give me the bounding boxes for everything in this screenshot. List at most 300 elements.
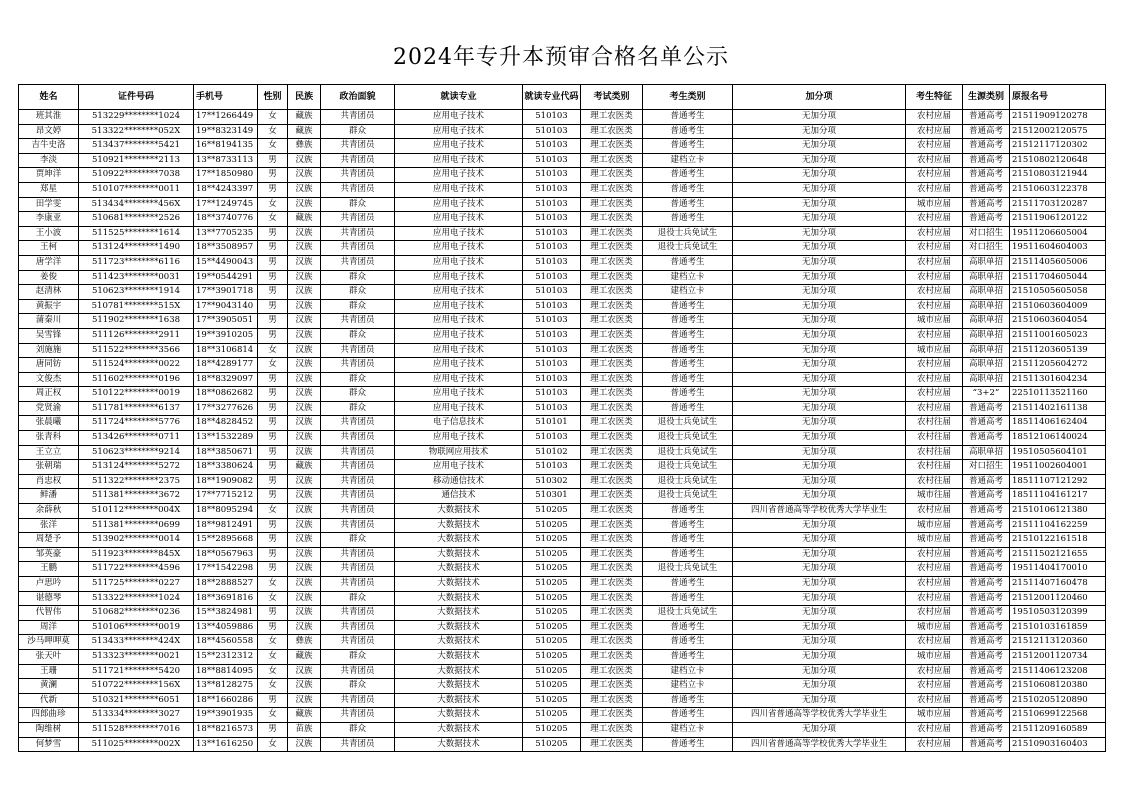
cell-registration-number: 18511406162404 <box>1010 416 1106 431</box>
cell-ethnicity: 汉族 <box>288 314 321 329</box>
cell-ethnicity: 汉族 <box>288 255 321 270</box>
cell-exam-type: 理工农医类 <box>581 737 643 752</box>
cell-political-status: 共青团员 <box>321 518 395 533</box>
cell-id-number: 511902********1638 <box>79 314 194 329</box>
cell-candidate-type: 建档立卡 <box>643 153 733 168</box>
cell-phone: 18**1909082 <box>194 474 258 489</box>
cell-bonus: 无加分项 <box>733 226 906 241</box>
cell-bonus: 无加分项 <box>733 241 906 256</box>
cell-major: 应用电子技术 <box>395 387 523 402</box>
cell-bonus: 无加分项 <box>733 562 906 577</box>
table-row <box>19 547 1106 562</box>
cell-major-code: 510103 <box>523 153 581 168</box>
cell-candidate-feature: 农村应届 <box>906 372 963 387</box>
cell-registration-number: 21511502121655 <box>1010 547 1106 562</box>
cell-major: 应用电子技术 <box>395 372 523 387</box>
cell-ethnicity: 藏族 <box>288 124 321 139</box>
table-row <box>19 591 1106 606</box>
cell-political-status: 群众 <box>321 533 395 548</box>
cell-id-number: 511723********6116 <box>79 255 194 270</box>
cell-name: 郑星 <box>19 182 79 197</box>
cell-exam-type: 理工农医类 <box>581 168 643 183</box>
cell-name: 黄澜 <box>19 679 79 694</box>
cell-bonus: 无加分项 <box>733 110 906 125</box>
cell-exam-type: 理工农医类 <box>581 387 643 402</box>
cell-gender: 男 <box>258 722 288 737</box>
table-row <box>19 693 1106 708</box>
cell-name: 唐同钫 <box>19 358 79 373</box>
cell-candidate-feature: 农村应届 <box>906 358 963 373</box>
cell-name: 张晨曦 <box>19 416 79 431</box>
cell-candidate-feature: 农村应届 <box>906 722 963 737</box>
cell-phone: 15**3824981 <box>194 606 258 621</box>
cell-candidate-type: 普通考生 <box>643 197 733 212</box>
cell-political-status: 群众 <box>321 679 395 694</box>
cell-registration-number: 18512106140024 <box>1010 431 1106 446</box>
cell-bonus: 无加分项 <box>733 212 906 227</box>
cell-exam-type: 理工农医类 <box>581 328 643 343</box>
cell-major: 应用电子技术 <box>395 460 523 475</box>
cell-name: 蒲秦川 <box>19 314 79 329</box>
col-header-name: 姓名 <box>19 85 79 110</box>
cell-source-type: 普通高考 <box>963 489 1010 504</box>
cell-candidate-type: 普通考生 <box>643 591 733 606</box>
cell-major: 应用电子技术 <box>395 285 523 300</box>
cell-id-number: 511322********2375 <box>79 474 194 489</box>
cell-phone: 17**7715212 <box>194 489 258 504</box>
cell-political-status: 共青团员 <box>321 343 395 358</box>
table-row <box>19 270 1106 285</box>
table-row <box>19 314 1106 329</box>
cell-phone: 18**4560558 <box>194 635 258 650</box>
cell-registration-number: 21511406123208 <box>1010 664 1106 679</box>
cell-name: 周正权 <box>19 387 79 402</box>
cell-name: 田学雯 <box>19 197 79 212</box>
cell-ethnicity: 汉族 <box>288 504 321 519</box>
cell-major: 大数据技术 <box>395 591 523 606</box>
cell-major-code: 510103 <box>523 358 581 373</box>
cell-phone: 17**1542298 <box>194 562 258 577</box>
col-header-source: 生源类别 <box>963 85 1010 110</box>
cell-id-number: 510623********1914 <box>79 285 194 300</box>
cell-major: 大数据技术 <box>395 737 523 752</box>
cell-ethnicity: 汉族 <box>288 285 321 300</box>
cell-registration-number: 19511002604001 <box>1010 460 1106 475</box>
cell-registration-number: 21510603604054 <box>1010 314 1106 329</box>
table-row <box>19 664 1106 679</box>
cell-major-code: 510103 <box>523 270 581 285</box>
table-row <box>19 212 1106 227</box>
cell-bonus: 无加分项 <box>733 577 906 592</box>
cell-name: 张洋 <box>19 518 79 533</box>
cell-candidate-type: 普通考生 <box>643 620 733 635</box>
cell-name: 邹英豪 <box>19 547 79 562</box>
cell-bonus: 无加分项 <box>733 518 906 533</box>
cell-gender: 女 <box>258 212 288 227</box>
cell-major-code: 510103 <box>523 110 581 125</box>
cell-ethnicity: 汉族 <box>288 577 321 592</box>
cell-exam-type: 理工农医类 <box>581 270 643 285</box>
cell-id-number: 510681********2526 <box>79 212 194 227</box>
cell-political-status: 共青团员 <box>321 474 395 489</box>
cell-major-code: 510205 <box>523 562 581 577</box>
cell-bonus: 无加分项 <box>733 153 906 168</box>
table-row <box>19 153 1106 168</box>
cell-major-code: 510103 <box>523 299 581 314</box>
cell-gender: 女 <box>258 577 288 592</box>
cell-phone: 18**3740776 <box>194 212 258 227</box>
cell-political-status: 共青团员 <box>321 431 395 446</box>
cell-id-number: 511781********6137 <box>79 401 194 416</box>
table-row <box>19 562 1106 577</box>
cell-exam-type: 理工农医类 <box>581 372 643 387</box>
cell-major: 应用电子技术 <box>395 182 523 197</box>
cell-candidate-type: 普通考生 <box>643 358 733 373</box>
cell-name: 周楚予 <box>19 533 79 548</box>
cell-ethnicity: 汉族 <box>288 270 321 285</box>
cell-candidate-type: 普通考生 <box>643 139 733 154</box>
cell-exam-type: 理工农医类 <box>581 445 643 460</box>
table-row <box>19 518 1106 533</box>
cell-ethnicity: 汉族 <box>288 372 321 387</box>
cell-exam-type: 理工农医类 <box>581 591 643 606</box>
cell-candidate-type: 建档立卡 <box>643 664 733 679</box>
cell-ethnicity: 汉族 <box>288 328 321 343</box>
cell-ethnicity: 汉族 <box>288 153 321 168</box>
cell-phone: 18**3106814 <box>194 343 258 358</box>
cell-name: 陶维树 <box>19 722 79 737</box>
cell-ethnicity: 汉族 <box>288 562 321 577</box>
cell-registration-number: 19511604604003 <box>1010 241 1106 256</box>
cell-id-number: 513229********1024 <box>79 110 194 125</box>
admission-list-table <box>18 84 1106 752</box>
cell-exam-type: 理工农医类 <box>581 431 643 446</box>
cell-registration-number: 21511405605006 <box>1010 255 1106 270</box>
cell-ethnicity: 藏族 <box>288 212 321 227</box>
cell-source-type: 对口招生 <box>963 460 1010 475</box>
cell-major-code: 510205 <box>523 664 581 679</box>
cell-candidate-type: 退役士兵免试生 <box>643 489 733 504</box>
cell-phone: 15**2895668 <box>194 533 258 548</box>
cell-phone: 18**8329097 <box>194 372 258 387</box>
cell-phone: 17**1249745 <box>194 197 258 212</box>
cell-bonus: 无加分项 <box>733 182 906 197</box>
cell-name: 王鹏 <box>19 562 79 577</box>
cell-candidate-feature: 农村应届 <box>906 737 963 752</box>
cell-id-number: 510781********515X <box>79 299 194 314</box>
cell-registration-number: 21512001120734 <box>1010 649 1106 664</box>
cell-major-code: 510103 <box>523 182 581 197</box>
cell-political-status: 共青团员 <box>321 460 395 475</box>
cell-name: 王立立 <box>19 445 79 460</box>
cell-major: 物联网应用技术 <box>395 445 523 460</box>
cell-major-code: 510205 <box>523 708 581 723</box>
cell-candidate-type: 普通考生 <box>643 387 733 402</box>
cell-candidate-type: 普通考生 <box>643 299 733 314</box>
cell-ethnicity: 汉族 <box>288 664 321 679</box>
cell-id-number: 513426********0711 <box>79 431 194 446</box>
cell-political-status: 共青团员 <box>321 241 395 256</box>
cell-major: 大数据技术 <box>395 664 523 679</box>
cell-name: 姜俊 <box>19 270 79 285</box>
cell-political-status: 群众 <box>321 372 395 387</box>
cell-candidate-type: 普通考生 <box>643 401 733 416</box>
col-header-phone: 手机号 <box>194 85 258 110</box>
cell-ethnicity: 汉族 <box>288 620 321 635</box>
cell-id-number: 511602********0196 <box>79 372 194 387</box>
col-header-reg-no: 原报名号 <box>1010 85 1106 110</box>
cell-phone: 17**3901718 <box>194 285 258 300</box>
cell-political-status: 群众 <box>321 197 395 212</box>
cell-registration-number: 18511107121292 <box>1010 474 1106 489</box>
cell-political-status: 群众 <box>321 401 395 416</box>
cell-id-number: 511025********002X <box>79 737 194 752</box>
cell-candidate-feature: 城市往届 <box>906 489 963 504</box>
cell-exam-type: 理工农医类 <box>581 708 643 723</box>
cell-major: 应用电子技术 <box>395 212 523 227</box>
cell-ethnicity: 汉族 <box>288 431 321 446</box>
cell-gender: 男 <box>258 547 288 562</box>
cell-id-number: 510623********9214 <box>79 445 194 460</box>
cell-candidate-feature: 城市应届 <box>906 533 963 548</box>
cell-major-code: 510103 <box>523 168 581 183</box>
cell-candidate-type: 普通考生 <box>643 693 733 708</box>
cell-bonus: 无加分项 <box>733 343 906 358</box>
cell-bonus: 无加分项 <box>733 416 906 431</box>
cell-phone: 17**3277626 <box>194 401 258 416</box>
cell-exam-type: 理工农医类 <box>581 518 643 533</box>
cell-candidate-type: 退役士兵免试生 <box>643 431 733 446</box>
cell-candidate-type: 建档立卡 <box>643 679 733 694</box>
cell-major: 大数据技术 <box>395 722 523 737</box>
col-header-political: 政治面貌 <box>321 85 395 110</box>
cell-candidate-feature: 农村应届 <box>906 110 963 125</box>
cell-ethnicity: 汉族 <box>288 299 321 314</box>
cell-major: 大数据技术 <box>395 649 523 664</box>
cell-political-status: 共青团员 <box>321 153 395 168</box>
cell-candidate-type: 普通考生 <box>643 635 733 650</box>
cell-political-status: 共青团员 <box>321 489 395 504</box>
cell-phone: 18**4243397 <box>194 182 258 197</box>
cell-source-type: 普通高考 <box>963 153 1010 168</box>
cell-id-number: 513124********1490 <box>79 241 194 256</box>
cell-gender: 女 <box>258 635 288 650</box>
cell-id-number: 510921********2113 <box>79 153 194 168</box>
col-header-major: 就读专业 <box>395 85 523 110</box>
cell-gender: 男 <box>258 255 288 270</box>
cell-candidate-feature: 农村应届 <box>906 387 963 402</box>
cell-exam-type: 理工农医类 <box>581 401 643 416</box>
cell-political-status: 共青团员 <box>321 314 395 329</box>
cell-ethnicity: 汉族 <box>288 401 321 416</box>
cell-ethnicity: 汉族 <box>288 241 321 256</box>
cell-political-status: 共青团员 <box>321 358 395 373</box>
cell-major-code: 510103 <box>523 372 581 387</box>
cell-major-code: 510301 <box>523 489 581 504</box>
table-row <box>19 401 1106 416</box>
cell-registration-number: 21511001605023 <box>1010 328 1106 343</box>
cell-phone: 17**9043140 <box>194 299 258 314</box>
cell-gender: 男 <box>258 328 288 343</box>
cell-candidate-type: 退役士兵免试生 <box>643 241 733 256</box>
cell-gender: 男 <box>258 270 288 285</box>
cell-candidate-feature: 农村应届 <box>906 693 963 708</box>
cell-major-code: 510101 <box>523 416 581 431</box>
cell-bonus: 无加分项 <box>733 635 906 650</box>
cell-major: 通信技术 <box>395 489 523 504</box>
cell-candidate-feature: 农村应届 <box>906 664 963 679</box>
table-row <box>19 474 1106 489</box>
cell-political-status: 共青团员 <box>321 212 395 227</box>
cell-gender: 女 <box>258 649 288 664</box>
cell-major: 应用电子技术 <box>395 358 523 373</box>
cell-major: 大数据技术 <box>395 518 523 533</box>
cell-candidate-type: 普通考生 <box>643 182 733 197</box>
cell-exam-type: 理工农医类 <box>581 285 643 300</box>
cell-exam-type: 理工农医类 <box>581 489 643 504</box>
cell-phone: 15**2312312 <box>194 649 258 664</box>
cell-name: 赵清林 <box>19 285 79 300</box>
cell-political-status: 共青团员 <box>321 110 395 125</box>
cell-candidate-feature: 农村往届 <box>906 431 963 446</box>
cell-candidate-feature: 农村应届 <box>906 635 963 650</box>
col-header-major-code: 就读专业代码 <box>523 85 581 110</box>
cell-candidate-type: 建档立卡 <box>643 722 733 737</box>
cell-major: 应用电子技术 <box>395 124 523 139</box>
cell-phone: 18**0567963 <box>194 547 258 562</box>
cell-candidate-type: 普通考生 <box>643 110 733 125</box>
cell-major-code: 510205 <box>523 533 581 548</box>
table-row <box>19 722 1106 737</box>
cell-bonus: 无加分项 <box>733 533 906 548</box>
cell-ethnicity: 藏族 <box>288 460 321 475</box>
cell-gender: 男 <box>258 226 288 241</box>
cell-bonus: 无加分项 <box>733 679 906 694</box>
cell-candidate-feature: 农村应届 <box>906 591 963 606</box>
cell-major-code: 510103 <box>523 255 581 270</box>
cell-major: 应用电子技术 <box>395 153 523 168</box>
cell-id-number: 511381********3672 <box>79 489 194 504</box>
cell-major: 应用电子技术 <box>395 255 523 270</box>
cell-name: 周洋 <box>19 620 79 635</box>
cell-major: 应用电子技术 <box>395 431 523 446</box>
cell-political-status: 群众 <box>321 328 395 343</box>
cell-source-type: 普通高考 <box>963 664 1010 679</box>
cell-name: 贾坤洋 <box>19 168 79 183</box>
cell-source-type: 普通高考 <box>963 474 1010 489</box>
cell-phone: 18**3691816 <box>194 591 258 606</box>
cell-political-status: 共青团员 <box>321 737 395 752</box>
cell-source-type: 普通高考 <box>963 401 1010 416</box>
cell-bonus: 无加分项 <box>733 270 906 285</box>
cell-name: 李淡 <box>19 153 79 168</box>
cell-id-number: 513433********424X <box>79 635 194 650</box>
cell-candidate-feature: 农村应届 <box>906 139 963 154</box>
cell-exam-type: 理工农医类 <box>581 416 643 431</box>
cell-candidate-type: 退役士兵免试生 <box>643 474 733 489</box>
cell-name: 吴雪锋 <box>19 328 79 343</box>
cell-bonus: 无加分项 <box>733 693 906 708</box>
cell-id-number: 511381********0699 <box>79 518 194 533</box>
cell-phone: 17**3905051 <box>194 314 258 329</box>
cell-registration-number: 21512001120460 <box>1010 591 1106 606</box>
cell-gender: 男 <box>258 693 288 708</box>
cell-candidate-type: 普通考生 <box>643 649 733 664</box>
cell-name: 李康亚 <box>19 212 79 227</box>
cell-candidate-feature: 农村应届 <box>906 679 963 694</box>
cell-candidate-feature: 农村应届 <box>906 153 963 168</box>
cell-phone: 15**4490043 <box>194 255 258 270</box>
cell-major: 应用电子技术 <box>395 168 523 183</box>
cell-ethnicity: 汉族 <box>288 693 321 708</box>
cell-name: 唐学洋 <box>19 255 79 270</box>
col-header-id: 证件号码 <box>79 85 194 110</box>
col-header-gender: 性别 <box>258 85 288 110</box>
cell-id-number: 513902********0014 <box>79 533 194 548</box>
cell-bonus: 无加分项 <box>733 124 906 139</box>
cell-registration-number: 21512113120360 <box>1010 635 1106 650</box>
cell-candidate-type: 普通考生 <box>643 708 733 723</box>
cell-ethnicity: 汉族 <box>288 343 321 358</box>
cell-registration-number: 21511407160478 <box>1010 577 1106 592</box>
cell-ethnicity: 彝族 <box>288 635 321 650</box>
cell-gender: 男 <box>258 518 288 533</box>
cell-registration-number: 22510113521160 <box>1010 387 1106 402</box>
cell-candidate-type: 退役士兵免试生 <box>643 460 733 475</box>
cell-id-number: 511126********2911 <box>79 328 194 343</box>
cell-id-number: 510722********156X <box>79 679 194 694</box>
cell-candidate-feature: 城市应届 <box>906 518 963 533</box>
cell-major: 大数据技术 <box>395 577 523 592</box>
cell-phone: 18**9812491 <box>194 518 258 533</box>
cell-ethnicity: 汉族 <box>288 358 321 373</box>
cell-registration-number: 19511206605004 <box>1010 226 1106 241</box>
cell-candidate-type: 普通考生 <box>643 533 733 548</box>
table-row <box>19 168 1106 183</box>
cell-major: 大数据技术 <box>395 504 523 519</box>
cell-source-type: 高职单招 <box>963 270 1010 285</box>
cell-major-code: 510205 <box>523 722 581 737</box>
cell-candidate-type: 普通考生 <box>643 314 733 329</box>
cell-bonus: 无加分项 <box>733 547 906 562</box>
cell-phone: 19**8323149 <box>194 124 258 139</box>
cell-political-status: 群众 <box>321 285 395 300</box>
cell-candidate-feature: 城市应届 <box>906 620 963 635</box>
cell-candidate-type: 普通考生 <box>643 212 733 227</box>
cell-candidate-feature: 农村往届 <box>906 416 963 431</box>
cell-exam-type: 理工农医类 <box>581 343 643 358</box>
cell-registration-number: 21511703120287 <box>1010 197 1106 212</box>
cell-exam-type: 理工农医类 <box>581 197 643 212</box>
cell-source-type: 普通高考 <box>963 518 1010 533</box>
cell-gender: 男 <box>258 533 288 548</box>
cell-gender: 女 <box>258 504 288 519</box>
cell-registration-number: 21511203605139 <box>1010 343 1106 358</box>
cell-candidate-type: 建档立卡 <box>643 285 733 300</box>
cell-id-number: 513334********3027 <box>79 708 194 723</box>
cell-registration-number: 21511301604234 <box>1010 372 1106 387</box>
cell-id-number: 511524********0022 <box>79 358 194 373</box>
cell-name: 鲜潘 <box>19 489 79 504</box>
cell-major-code: 510103 <box>523 431 581 446</box>
cell-major: 大数据技术 <box>395 562 523 577</box>
cell-exam-type: 理工农医类 <box>581 635 643 650</box>
cell-exam-type: 理工农医类 <box>581 547 643 562</box>
cell-phone: 13**8128275 <box>194 679 258 694</box>
cell-phone: 18**4828452 <box>194 416 258 431</box>
cell-candidate-type: 退役士兵免试生 <box>643 445 733 460</box>
cell-source-type: “3+2” <box>963 387 1010 402</box>
